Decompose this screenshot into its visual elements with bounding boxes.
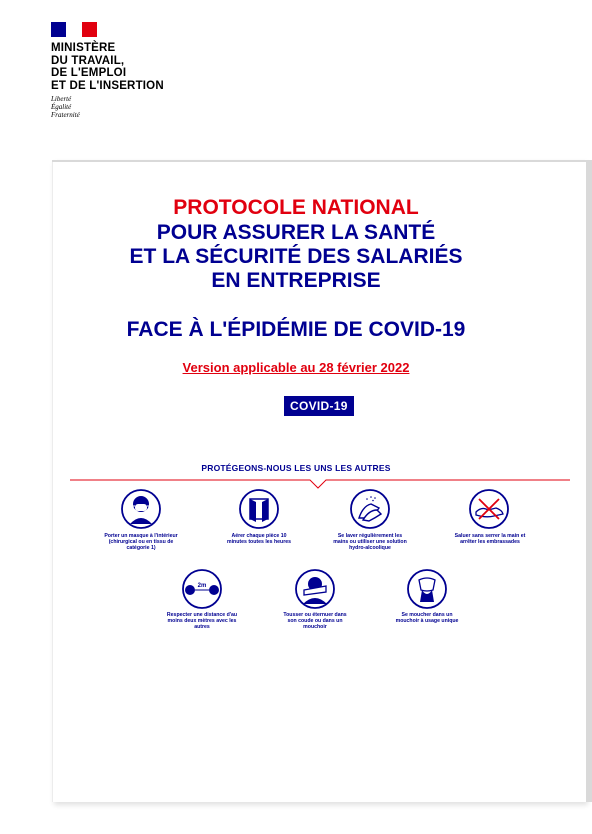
caption-window: Aérer chaque pièce 10 minutes toutes les heures	[227, 533, 291, 545]
motto-liberte: Liberté	[51, 95, 72, 103]
ministry-line-4: ET DE L'INSERTION	[51, 79, 164, 92]
subtitle-covid: FACE À L'ÉPIDÉMIE DE COVID-19	[126, 318, 466, 341]
covid-badge: COVID-19	[284, 396, 354, 416]
ministry-line-3: DE L'EMPLOI	[51, 67, 127, 79]
title-line-3: EN ENTREPRISE	[211, 269, 381, 292]
caption-no-handshake: Saluer sans serrer la main et arrêter les embrassades	[454, 533, 526, 545]
distance-icon	[181, 568, 223, 610]
title-protocol: PROTOCOLE NATIONAL	[173, 196, 419, 219]
version-date: Version applicable au 28 février 2022	[182, 360, 410, 375]
ministry-logo	[51, 22, 164, 119]
marianne-flag-icon	[51, 22, 97, 37]
caption-hand-wash: Se laver régulièrement les mains ou utiliser une solution hydro-alcoolique	[333, 533, 407, 551]
window-icon	[238, 488, 280, 530]
hand-wash-icon	[349, 488, 391, 530]
mask-icon	[120, 488, 162, 530]
motto-egalite: Égalité	[51, 103, 72, 111]
title-line-2: ET LA SÉCURITÉ DES SALARIÉS	[129, 245, 463, 268]
distance-label: 2m	[197, 583, 207, 589]
ministry-line-2: DU TRAVAIL,	[51, 54, 125, 67]
caption-mask: Porter un masque à l'intérieur (chirurgical ou en tissu de catégorie 1)	[104, 533, 178, 551]
republic-motto	[51, 95, 164, 119]
ministry-line-1: MINISTÈRE	[51, 42, 116, 54]
motto-fraternite: Fraternité	[51, 111, 80, 119]
cough-elbow-icon	[294, 568, 336, 610]
ministry-name	[51, 42, 164, 92]
caption-tissue: Se moucher dans un mouchoir à usage unique	[395, 612, 459, 624]
no-handshake-icon	[468, 488, 510, 530]
caption-cough: Tousser ou éternuer dans son coude ou dans un mouchoir	[283, 612, 347, 630]
title-line-1: POUR ASSURER LA SANTÉ	[156, 221, 436, 244]
gestures-heading: PROTÉGEONS-NOUS LES UNS LES AUTRES	[201, 463, 391, 473]
caption-distance: Respecter une distance d'au moins deux mètres avec les autres	[166, 612, 238, 630]
tissue-icon	[406, 568, 448, 610]
